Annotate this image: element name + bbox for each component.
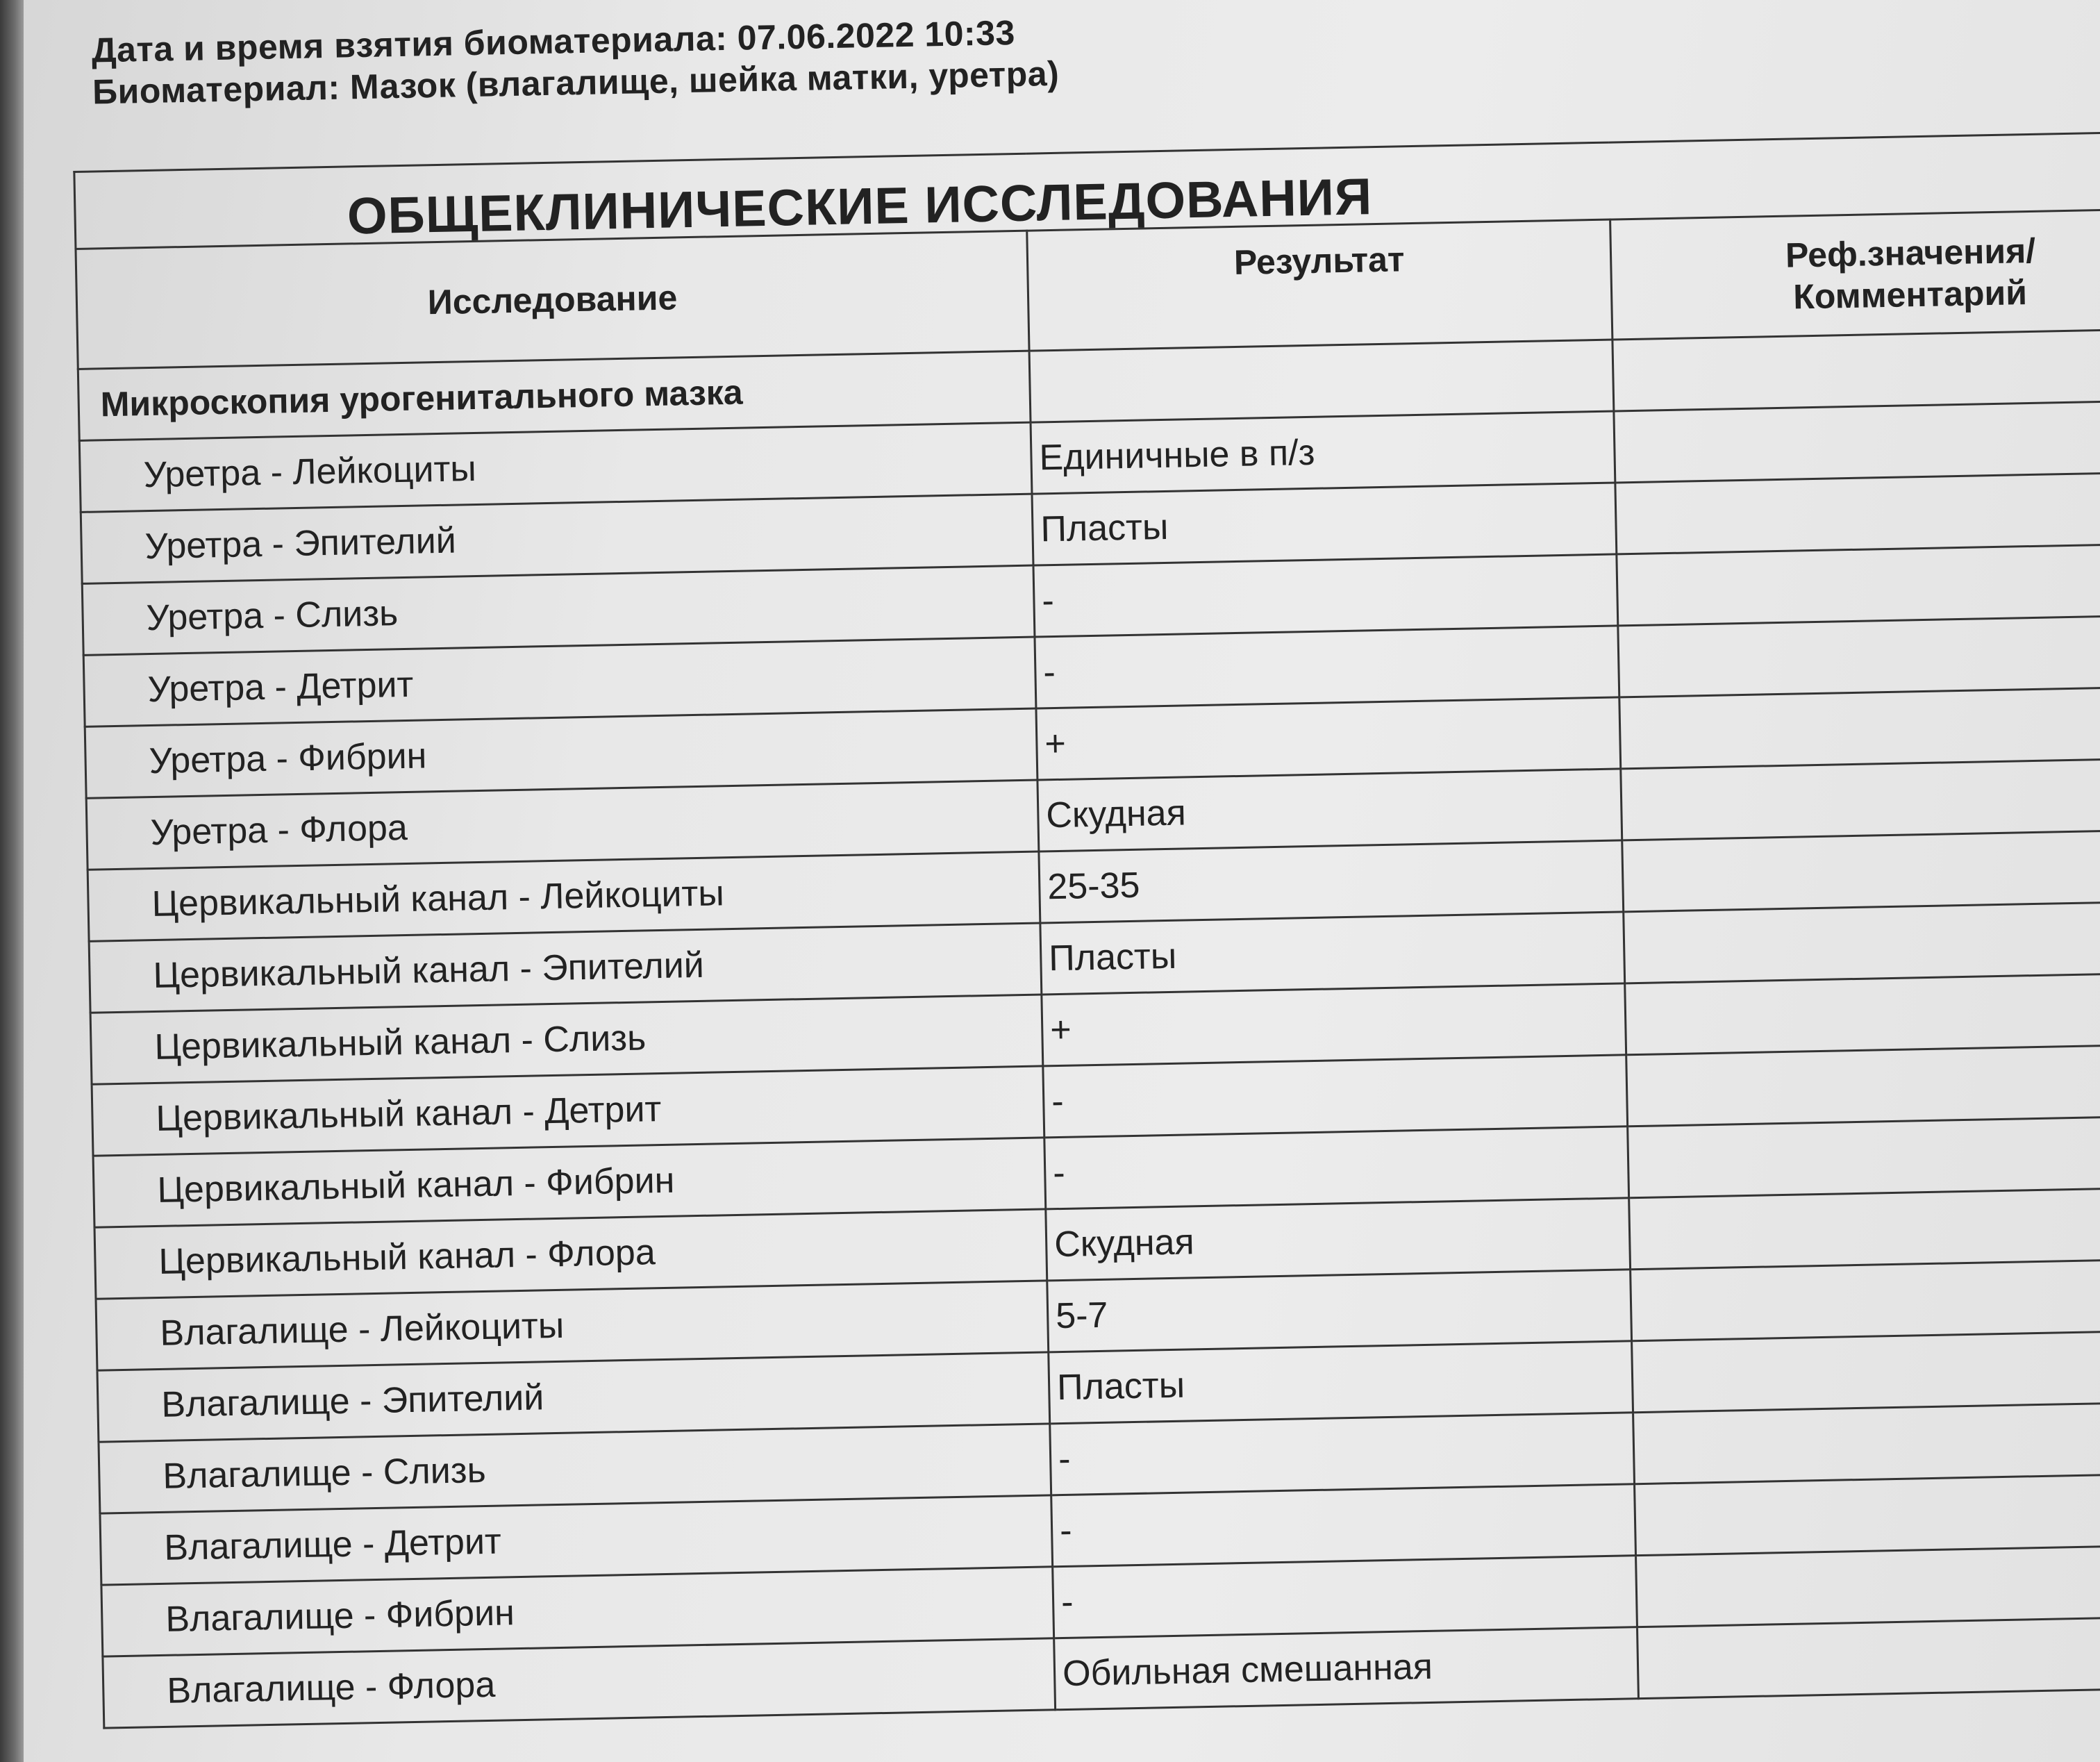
test-reference: [1619, 685, 2100, 769]
test-reference: [1626, 1043, 2100, 1127]
test-reference: [1618, 614, 2100, 697]
test-name: Влагалище - Фибрин: [101, 1567, 1054, 1656]
test-reference: [1629, 1186, 2100, 1270]
test-name: Цервикальный канал - Лейкоциты: [88, 851, 1040, 941]
test-result: Пласты: [1049, 1341, 1633, 1424]
test-result: -: [1050, 1413, 1635, 1495]
table-title-text: ОБЩЕКЛИНИЧЕСКИЕ ИССЛЕДОВАНИЯ: [347, 167, 1373, 245]
test-name: Уретра - Флора: [86, 780, 1039, 870]
test-result: -: [1051, 1484, 1636, 1567]
test-name: Цервикальный канал - Фибрин: [93, 1138, 1046, 1227]
test-result: Скудная: [1046, 1198, 1631, 1281]
test-name: Уретра - Детрит: [83, 637, 1036, 726]
test-name: Уретра - Слизь: [82, 565, 1035, 655]
test-reference: [1633, 1401, 2100, 1484]
test-reference: [1625, 972, 2100, 1055]
ref-header-line2: Комментарий: [1792, 273, 2028, 317]
column-header-study: Исследование: [76, 231, 1029, 369]
biomaterial: Биоматериал: Мазок (влагалище, шейка матки, уретра): [92, 53, 1060, 112]
test-reference: [1624, 900, 2100, 983]
test-result: +: [1036, 697, 1621, 780]
test-result: +: [1042, 983, 1626, 1066]
test-name: Цервикальный канал - Эпителий: [89, 923, 1042, 1013]
test-name: Влагалище - Флора: [103, 1638, 1056, 1728]
section-result-empty: [1029, 340, 1614, 422]
test-reference: [1635, 1472, 2100, 1556]
test-result: -: [1035, 626, 1619, 708]
section-title: Микроскопия урогенитального мазка: [78, 351, 1031, 440]
test-reference: [1636, 1544, 2100, 1627]
test-name: Цервикальный канал - Флора: [94, 1209, 1047, 1299]
test-reference: [1622, 829, 2100, 912]
test-reference: [1617, 542, 2100, 626]
test-result: Обильная смешанная: [1054, 1627, 1639, 1710]
test-name: Уретра - Лейкоциты: [79, 422, 1032, 512]
test-result: Скудная: [1038, 769, 1622, 851]
test-reference: [1615, 471, 2100, 554]
test-name: Цервикальный канал - Слизь: [90, 995, 1043, 1084]
test-reference: [1637, 1615, 2100, 1699]
test-result: -: [1044, 1127, 1629, 1209]
test-name: Влагалище - Лейкоциты: [96, 1281, 1049, 1370]
sample-datetime: Дата и время взятия биоматериала: 07.06.2022 10:33: [91, 13, 1016, 70]
results-table: [73, 129, 2100, 1729]
column-header-reference: [1610, 208, 2100, 340]
test-reference: [1621, 757, 2100, 840]
test-result: Единичные в п/з: [1031, 411, 1615, 494]
test-result: Пласты: [1040, 912, 1625, 995]
section-ref-empty: [1612, 328, 2100, 411]
test-name: Влагалище - Слизь: [99, 1424, 1051, 1513]
lab-report-page: [28, 0, 2100, 1762]
test-reference: [1628, 1115, 2100, 1198]
test-result: 5-7: [1047, 1270, 1632, 1352]
test-reference: [1632, 1329, 2100, 1413]
paper-edge-shadow: [0, 0, 24, 1762]
test-result: 25-35: [1039, 840, 1624, 923]
test-result: -: [1033, 554, 1618, 637]
test-name: Уретра - Фибрин: [85, 708, 1038, 798]
column-header-result: Результат: [1027, 219, 1612, 351]
test-result: Пласты: [1032, 483, 1617, 565]
test-name: Влагалище - Эпителий: [97, 1352, 1050, 1442]
test-result: -: [1053, 1556, 1638, 1638]
test-reference: [1631, 1258, 2100, 1341]
report-header: [91, 11, 1059, 113]
test-name: Влагалище - Детрит: [100, 1495, 1053, 1585]
test-name: Уретра - Эпителий: [81, 494, 1033, 583]
test-name: Цервикальный канал - Детрит: [92, 1066, 1044, 1156]
test-reference: [1614, 399, 2100, 483]
ref-header-line1: Реф.значения/: [1785, 231, 2036, 275]
test-result: -: [1043, 1055, 1628, 1138]
